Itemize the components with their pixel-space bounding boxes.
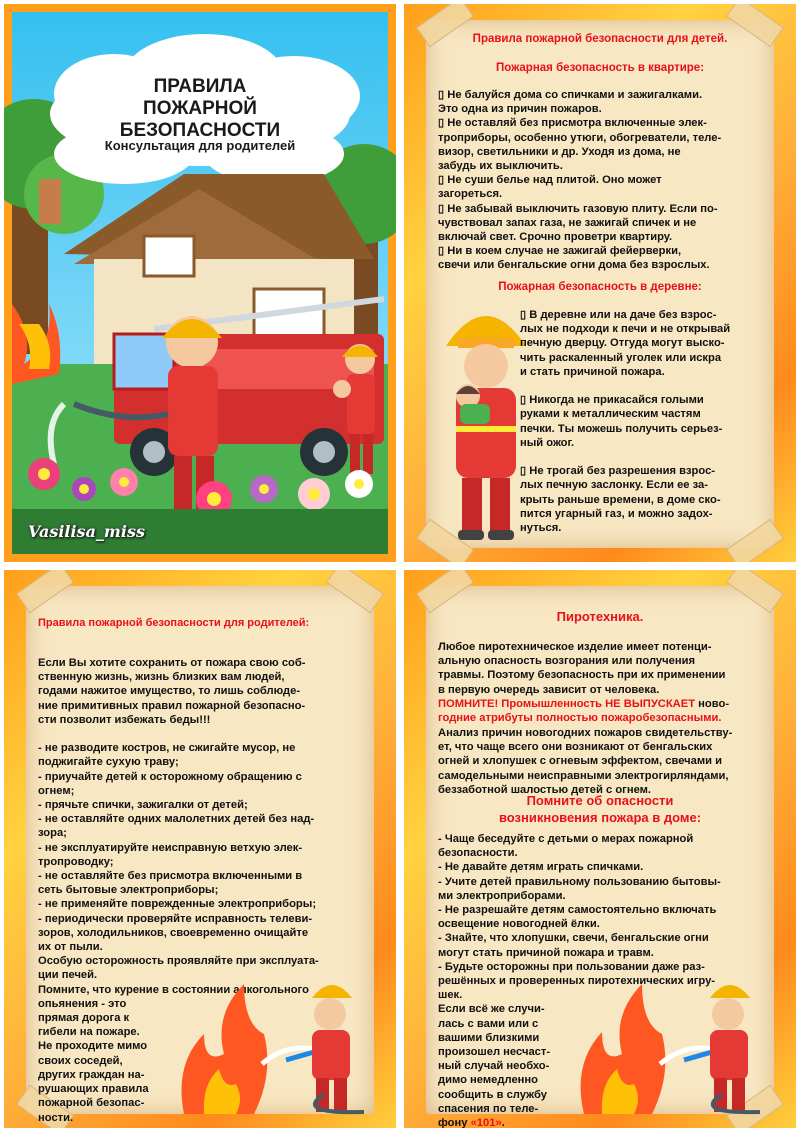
remember-warning: ПОМНИТЕ! Промышленность НЕ ВЫПУСКАЕТ [438,698,696,710]
text-line: ▯ Не оставляй без присмотра включенные элек- [438,117,707,130]
page-title: Пиротехника. [556,609,644,624]
text-line: забудь их выключить. [438,160,563,173]
text-line: ▯ Не суши белье над плитой. Оно может [438,174,662,187]
remember-warning-line2: годние атрибуты полностью пожаробезопасными. [438,712,722,725]
firefighter-with-hose-illustration [174,974,370,1116]
cover-title [64,76,336,142]
phone-line-c: . [501,1117,505,1128]
text-line: ▯ Никогда не прикасайся голыми [520,394,704,407]
text-line: ▯ Не забывай выключить газовую плиту. Если по- [438,202,718,215]
text-line: гибели на пожаре. [38,1026,140,1039]
text-line: пится угарный газ, и можно задох- [520,507,713,520]
text-line: чить раскаленный уголек или искра [520,351,722,364]
text-line: годами нажитое имущество, то лишь соблюде- [38,685,301,698]
text-line: ми электроприборами. [438,889,566,902]
text-line: сообщить в службу [438,1088,548,1101]
text-line: Помните, что курение в состоянии алкогольного [38,983,309,996]
text-line: вашими близкими [438,1031,540,1044]
signature: Vasilisa_miss [28,522,145,541]
text-line: - Не давайте детям играть спичками. [438,861,644,874]
text-line: зоров, холодильников, своевременно очищайте [38,926,309,939]
text-line: ▯ Не трогай без разрешения взрос- [520,465,716,478]
text-line: димо немедленно [438,1074,539,1087]
text-line: ный случай необхо- [438,1060,550,1073]
text-line: руками к металлическим частям [520,408,701,421]
text-line: рушающих правила [38,1083,149,1096]
cover-title-line2: ПОЖАРНОЙ БЕЗОПАСНОСТИ [119,98,281,141]
phone-line-b: фону [438,1117,471,1128]
analysis-text [438,726,732,797]
text-line: печки. Ты можешь получить серьез- [520,422,723,435]
phone-line [438,1102,538,1116]
text-line: Это одна из причин пожаров. [438,103,602,116]
text-line: - Не разрешайте детям самостоятельно включать [438,904,717,917]
page-title: Правила пожарной безопасности для детей. [472,33,728,45]
text-line: включай свет. Срочно проветри квартиру. [438,231,673,244]
text-line: травмы. Поэтому безопасность при их применении [438,669,726,682]
text-line: Особую осторожность проявляйте при эксплуата- [38,955,319,968]
text-line [520,379,730,393]
text-line: загореться. [438,188,503,201]
text-line: - Чаще беседуйте с детьми о мерах пожарной [438,833,694,845]
text-line: ▯ В деревне или на даче без взрос- [520,309,717,321]
text-line [520,450,730,464]
text-line: ственную жизнь, жизнь близких вам людей, [38,671,285,684]
text-line: ный ожог. [520,436,575,449]
text-line: ▯ Не балуйся дома со спичками и зажигалками. [438,89,703,101]
text-line: тропроводку; [38,855,114,868]
text-line: - не применяйте поврежденные электроприборы; [38,898,317,911]
text-line: нуться. [520,522,562,535]
phone-line-2 [438,1116,505,1128]
text-line: поджигайте сухую траву; [38,756,179,769]
page-title: Правила пожарной безопасности для родителей: [38,617,310,629]
text-line: сеть бытовые электроприборы; [38,884,219,897]
cover-title-line1: ПРАВИЛА [153,76,247,97]
text-line: в первую очередь зависит от человека. [438,683,660,696]
text-line: своих соседей, [38,1054,123,1067]
text-line: самодельными неисправными электрогирляндами, [438,769,729,782]
page-pyrotechnics [404,570,796,1128]
text-line: лых не подходи к печи и не открывай [520,323,731,336]
text-line: могут стать причиной пожара и травм. [438,946,654,959]
text-line [38,727,319,741]
text-line: крыть раньше времени, в доме ско- [520,493,721,506]
text-line: огней и хлопушек с огневым эффектом, свечами и [438,755,723,768]
text-line: - Знайте, что хлопушки, свечи, бенгальские огни [438,932,709,945]
text-line: зора; [38,827,67,840]
remember-suffix: ново- [695,698,730,710]
text-line: печную дверцу. Отгуда могут выско- [520,337,725,350]
text-line: троприборы, особенно утюги, обогреватели, теле- [438,131,722,144]
section-apartment-text [438,88,721,273]
text-line: лых печную заслонку. Если ее за- [520,479,708,492]
text-line: - периодически проверяйте исправность телеви- [38,912,313,925]
text-line: - Будьте осторожны при пользовании даже раз- [438,960,705,973]
text-line: ции печей. [38,969,98,982]
text-line: ние примитивных правил пожарной безопасно- [38,699,306,712]
text-line: огнем; [38,784,75,797]
page-children-rules [404,4,796,562]
text-line: и стать причиной пожара. [520,365,665,378]
section-title-village: Пожарная безопасность в деревне: [498,281,702,293]
text-line: ет, что чаще всего они возникают от бенгальских [438,741,713,754]
text-line: Анализ причин новогодних пожаров свидетельству- [438,727,733,739]
text-line: ности. [38,1111,74,1124]
text-line: безопасности. [438,847,518,860]
subtitle-line1: Помните об опасности [526,793,674,808]
text-line: - прячьте спички, зажигалки от детей; [38,799,248,812]
text-line: Не проходите мимо [38,1040,148,1053]
page-parents-rules [4,570,396,1128]
text-line: - не эксплуатируйте неисправную ветхую элек- [38,841,303,854]
text-line: произошел несчаст- [438,1046,551,1059]
text-line: других граждан на- [38,1068,145,1081]
text-line: чувствовал запах газа, не зажигай спичек и не [438,216,697,229]
text-line: решённых и проверенных пиротехнических игру- [438,975,716,988]
text-line: беззаботной шалостью детей с огнем. [438,783,652,796]
text-line: ▯ Ни в коем случае не зажигай фейерверки, [438,245,682,258]
text-line: лась с вами или с [438,1017,539,1030]
phone-number: «101» [470,1117,502,1128]
text-line: Если всё же случи- [438,1003,545,1016]
remember-text [438,697,729,725]
text-line: - приучайте детей к осторожному обращению с [38,770,302,783]
text-line: - не оставляйте без присмотра включенными в [38,870,303,883]
subtitle-line2: возникновения пожара в доме: [498,810,702,825]
text-line: - Учите детей правильному пользованию бытовы- [438,875,721,888]
section-title-apartment: Пожарная безопасность в квартире: [495,62,705,74]
phone-line-a: спасения по теле- [438,1103,539,1115]
text-line: прямая дорога к [38,1012,130,1025]
text-line: - не разводите костров, не сжигайте мусор, не [38,742,296,755]
subtitle [404,792,796,826]
section-village-text [520,308,730,535]
text-line: шек. [438,989,463,1002]
text-line: опьянения - это [38,997,127,1010]
text-line: - не оставляйте одних малолетних детей без над- [38,813,315,826]
cover-panel [4,4,396,562]
text-line: Любое пиротехническое изделие имеет потенци- [438,641,712,653]
cover-subtitle: Консультация для родителей [104,138,296,153]
intro-text [438,640,725,697]
text-line: пожарной безопас- [38,1097,145,1110]
text-line: свечи или бенгальские огни дома без взрослых. [438,259,710,272]
text-line: альную опасность возгорания или получения [438,655,696,668]
text-line: освещение новогодней ёлки. [438,918,600,931]
text-line: их от пыли. [38,941,103,954]
firefighter-with-hose-illustration [564,974,764,1116]
text-line: Если Вы хотите сохранить от пожара свою соб- [38,657,306,669]
text-line: визор, светильники и др. Уходя из дома, не [438,145,681,158]
text-line: сти позволит избежать беды!!! [38,713,211,726]
